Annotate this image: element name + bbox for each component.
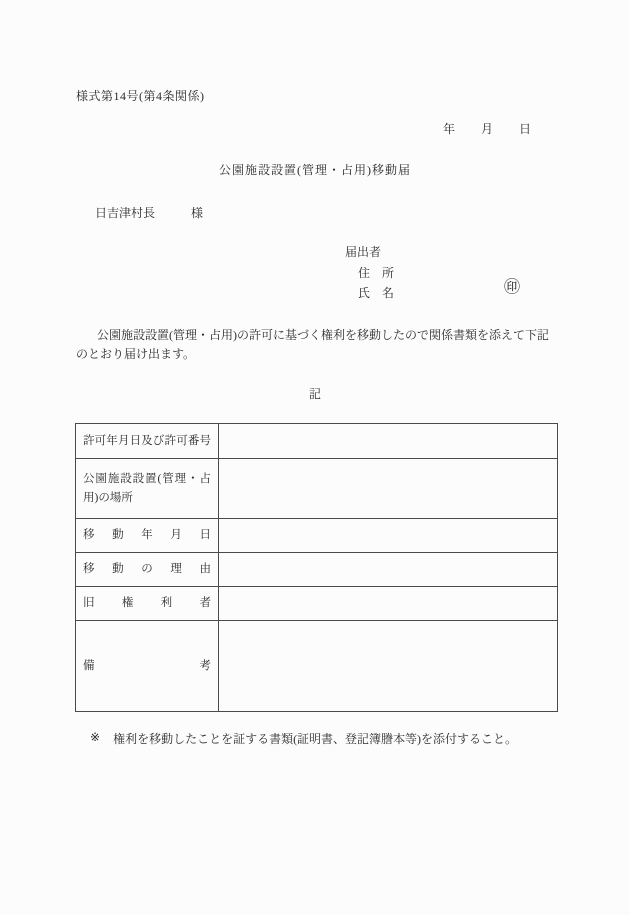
day-label: 日 <box>519 122 532 136</box>
page-title: 公園施設設置(管理・占用)移動届 <box>219 163 411 177</box>
row-label-facility-location: 公園施設設置(管理・占用)の場所 <box>76 459 219 519</box>
row-value-former-rights-holder <box>219 587 558 621</box>
form-number: 様式第14号(第4条関係) <box>76 89 205 103</box>
year-label: 年 <box>443 122 456 136</box>
footnote-text: 権利を移動したことを証する書類(証明書、登記簿謄本等)を添付すること。 <box>113 732 518 746</box>
row-label-transfer-date: 移 動 年 月 日 <box>76 519 219 553</box>
table-row <box>76 459 558 519</box>
recipient-name: 日吉津村長 <box>95 206 156 220</box>
table-row <box>76 621 558 712</box>
table-row <box>76 587 558 621</box>
row-value-remarks <box>219 621 558 712</box>
form-table <box>75 423 558 712</box>
recipient-honorific: 様 <box>191 206 204 220</box>
table-row <box>76 519 558 553</box>
row-value-facility-location <box>219 459 558 519</box>
month-label: 月 <box>481 122 494 136</box>
footnote <box>90 730 517 747</box>
row-label-permit-date-number: 許可年月日及び許可番号 <box>76 424 219 459</box>
row-label-former-rights-holder: 旧 権 利 者 <box>76 587 219 621</box>
row-label-transfer-reason: 移 動 の 理 由 <box>76 553 219 587</box>
seal-icon: ㊞ <box>504 279 521 296</box>
row-label-remarks: 備 考 <box>76 621 219 712</box>
date-line <box>443 120 531 137</box>
body-paragraph <box>76 326 556 364</box>
table-row <box>76 553 558 587</box>
name-label: 氏 名 <box>358 286 395 300</box>
body-line-2: のとおり届け出ます。 <box>76 347 196 361</box>
notifier-heading: 届出者 <box>345 245 382 259</box>
row-value-transfer-reason <box>219 553 558 587</box>
row-value-transfer-date <box>219 519 558 553</box>
body-line-1: 公園施設設置(管理・占用)の許可に基づく権利を移動したので関係書類を添えて下記 <box>97 328 549 342</box>
table-row <box>76 424 558 459</box>
footnote-mark: ※ <box>90 730 101 744</box>
recipient-line <box>95 204 203 221</box>
section-mark: 記 <box>308 387 321 401</box>
address-label: 住 所 <box>358 265 395 280</box>
row-value-permit-date-number <box>219 424 558 459</box>
notifier-block <box>345 242 394 304</box>
